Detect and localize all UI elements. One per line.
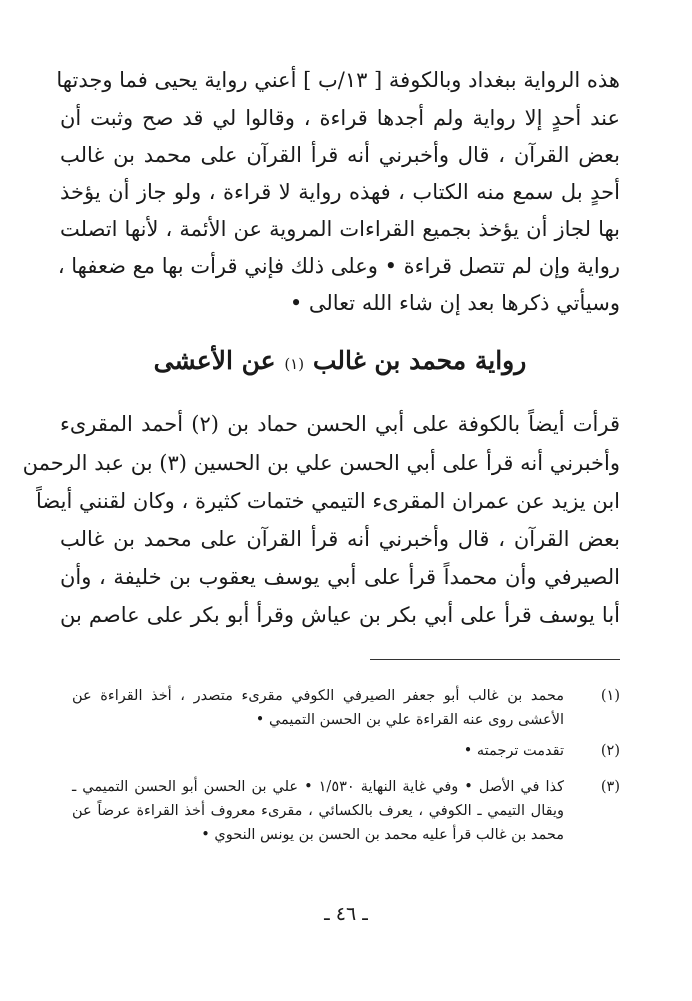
- footnote-text: كذا في الأصل • وفي غاية النهاية ١/٥٣٠ • علي بن الحسن أبو الحسن التميمي ـ ويقال التيمي ـ الكوفي ، يعرف بالكسائي ، مقرىء معروف أخذ القراءة عرضاً عن محمد بن غالب قرأ عليه محمد بن الحسن بن يونس النحوي •: [72, 779, 565, 843]
- text-line: بعض القرآن ، قال وأخبرني أنه قرأ القرآن على محمد بن غالب: [60, 527, 620, 551]
- text-line: بعض القرآن ، قال وأخبرني أنه قرأ القرآن على محمد بن غالب: [60, 143, 620, 167]
- footnote-text: محمد بن غالب أبو جعفر الصيرفي الكوفي مقرىء متصدر ، أخذ القراءة عن الأعشى روى عنه القراءة علي بن الحسن التميمي •: [72, 688, 564, 728]
- text-line: أبا يوسف قرأ على أبي بكر بن عياش وقرأ أبو بكر على عاصم بن: [60, 603, 620, 627]
- footnote: [72, 684, 620, 732]
- text-line: ابن يزيد عن عمران المقرىء التيمي ختمات كثيرة ، وكان لقنني أيضاً: [36, 489, 620, 513]
- text-line: الصيرفي وأن محمداً قرأ على أبي يوسف يعقوب بن خليفة ، وأن: [60, 565, 620, 589]
- text-line: وسيأتي ذكرها بعد إن شاء الله تعالى •: [289, 291, 620, 315]
- footnote-ref: (١): [284, 355, 305, 373]
- footnote-text: تقدمت ترجمته •: [463, 743, 564, 759]
- heading-text: عن الأعشى: [153, 346, 276, 375]
- page-number: ـ ٤٦ ـ: [324, 903, 368, 925]
- text-line: أحدٍ بل سمع منه الكتاب ، فهذه رواية لا قراءة ، ولو جاز أن يؤخذ: [60, 180, 620, 204]
- text-line: عند أحدٍ إلا رواية ولم أجدها قراءة ، وقالوا لي قد صح وثبت أن: [60, 106, 620, 130]
- footnote-number: (٢): [600, 743, 620, 759]
- heading-text: رواية محمد بن غالب: [312, 346, 527, 375]
- footnote: [72, 739, 620, 763]
- text-line: بها لجاز أن يؤخذ بجميع القراءات المروية عن الأئمة ، لأنها اتصلت: [60, 217, 620, 241]
- section-heading: [60, 343, 620, 382]
- footnote-divider: [370, 659, 620, 660]
- text-line: هذه الرواية ببغداد وبالكوفة [ ١٣/ب ] أعني رواية يحيى فما وجدتها: [56, 68, 620, 92]
- footnote: [72, 775, 620, 847]
- footnote-number: (٣): [600, 779, 620, 795]
- text-line: رواية وإن لم تتصل قراءة • وعلى ذلك فإني قرأت بها مع ضعفها ،: [57, 254, 620, 278]
- text-line: وأخبرني أنه قرأ على أبي الحسن علي بن الحسين (٣) بن عبد الرحمن: [22, 451, 620, 475]
- text-line: قرأت أيضاً بالكوفة على أبي الحسن حماد بن (٢) أحمد المقرىء: [60, 412, 620, 436]
- footnote-number: (١): [600, 688, 620, 704]
